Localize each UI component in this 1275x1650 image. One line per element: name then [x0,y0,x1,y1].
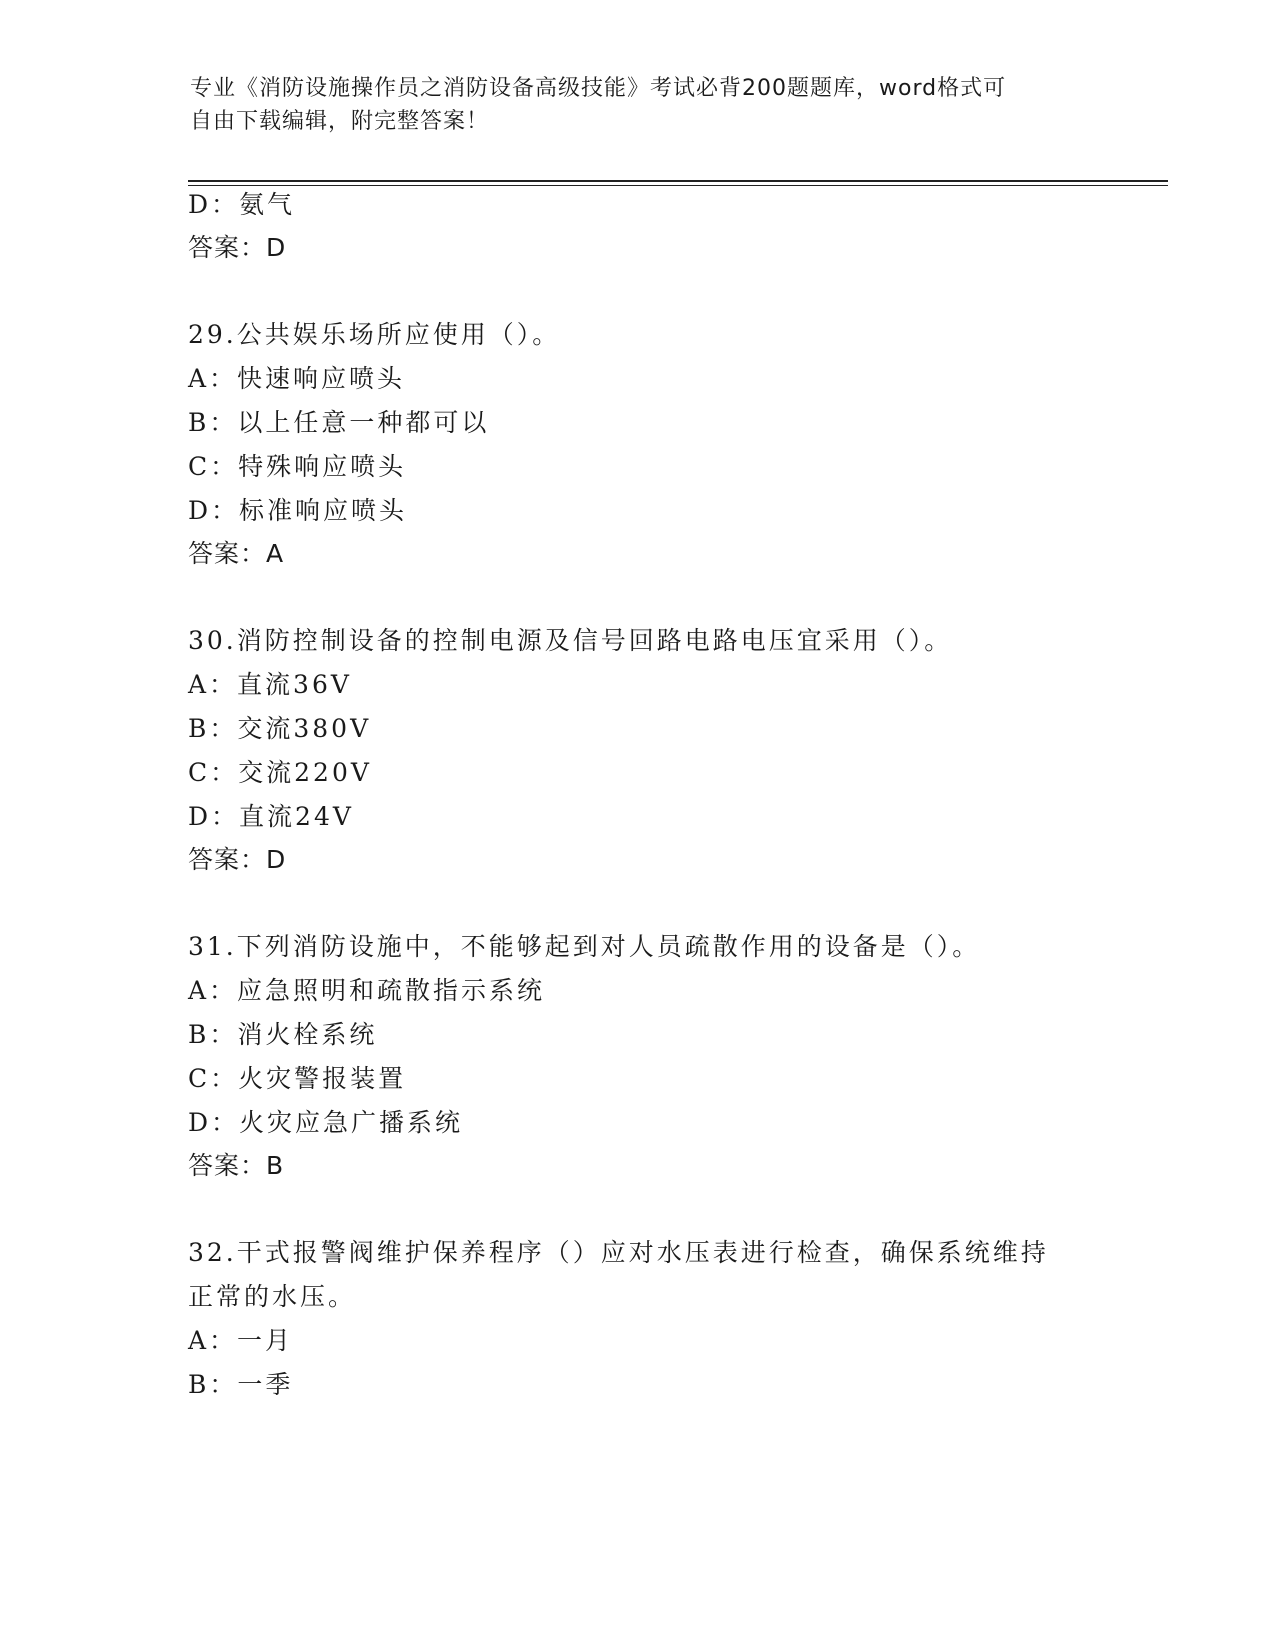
header-line-2: 自由下载编辑，附完整答案！ [190,109,490,134]
option-line: B：一季 [188,1370,294,1399]
header-rule-thin [188,185,1168,186]
question-line: 32.干式报警阀维护保养程序（）应对水压表进行检查，确保系统维持 [188,1238,1049,1267]
option-line: C：特殊响应喷头 [188,452,407,481]
answer-line: 答案：D [188,233,287,262]
header-line-1: 专业《消防设施操作员之消防设备高级技能》考试必背200题题库，word格式可 [190,76,1007,101]
option-line: D：标准响应喷头 [188,496,408,525]
answer-line: 答案：B [188,1151,285,1180]
option-line: C：交流220V [188,758,372,787]
question-line: 29.公共娱乐场所应使用（）。 [188,320,561,349]
option-line: B：消火栓系统 [188,1020,378,1049]
option-line: C：火灾警报装置 [188,1064,407,1093]
header-rule-thick [188,180,1168,182]
question-line-continued: 正常的水压。 [188,1282,357,1311]
answer-line: 答案：A [188,539,285,568]
answer-line: 答案：D [188,845,287,874]
option-line: A：快速响应喷头 [188,364,406,393]
option-line: D：火灾应急广播系统 [188,1108,464,1137]
option-line: A：一月 [188,1326,294,1355]
question-line: 31.下列消防设施中，不能够起到对人员疏散作用的设备是（）。 [188,932,981,961]
option-line: A：应急照明和疏散指示系统 [188,976,546,1005]
option-line: D：氨气 [188,190,296,219]
question-line: 30.消防控制设备的控制电源及信号回路电路电压宜采用（）。 [188,626,953,655]
option-line: A：直流36V [188,670,352,699]
page-header [190,72,1090,138]
option-line: D：直流24V [188,802,354,831]
option-line: B：以上任意一种都可以 [188,408,490,437]
option-line: B：交流380V [188,714,372,743]
